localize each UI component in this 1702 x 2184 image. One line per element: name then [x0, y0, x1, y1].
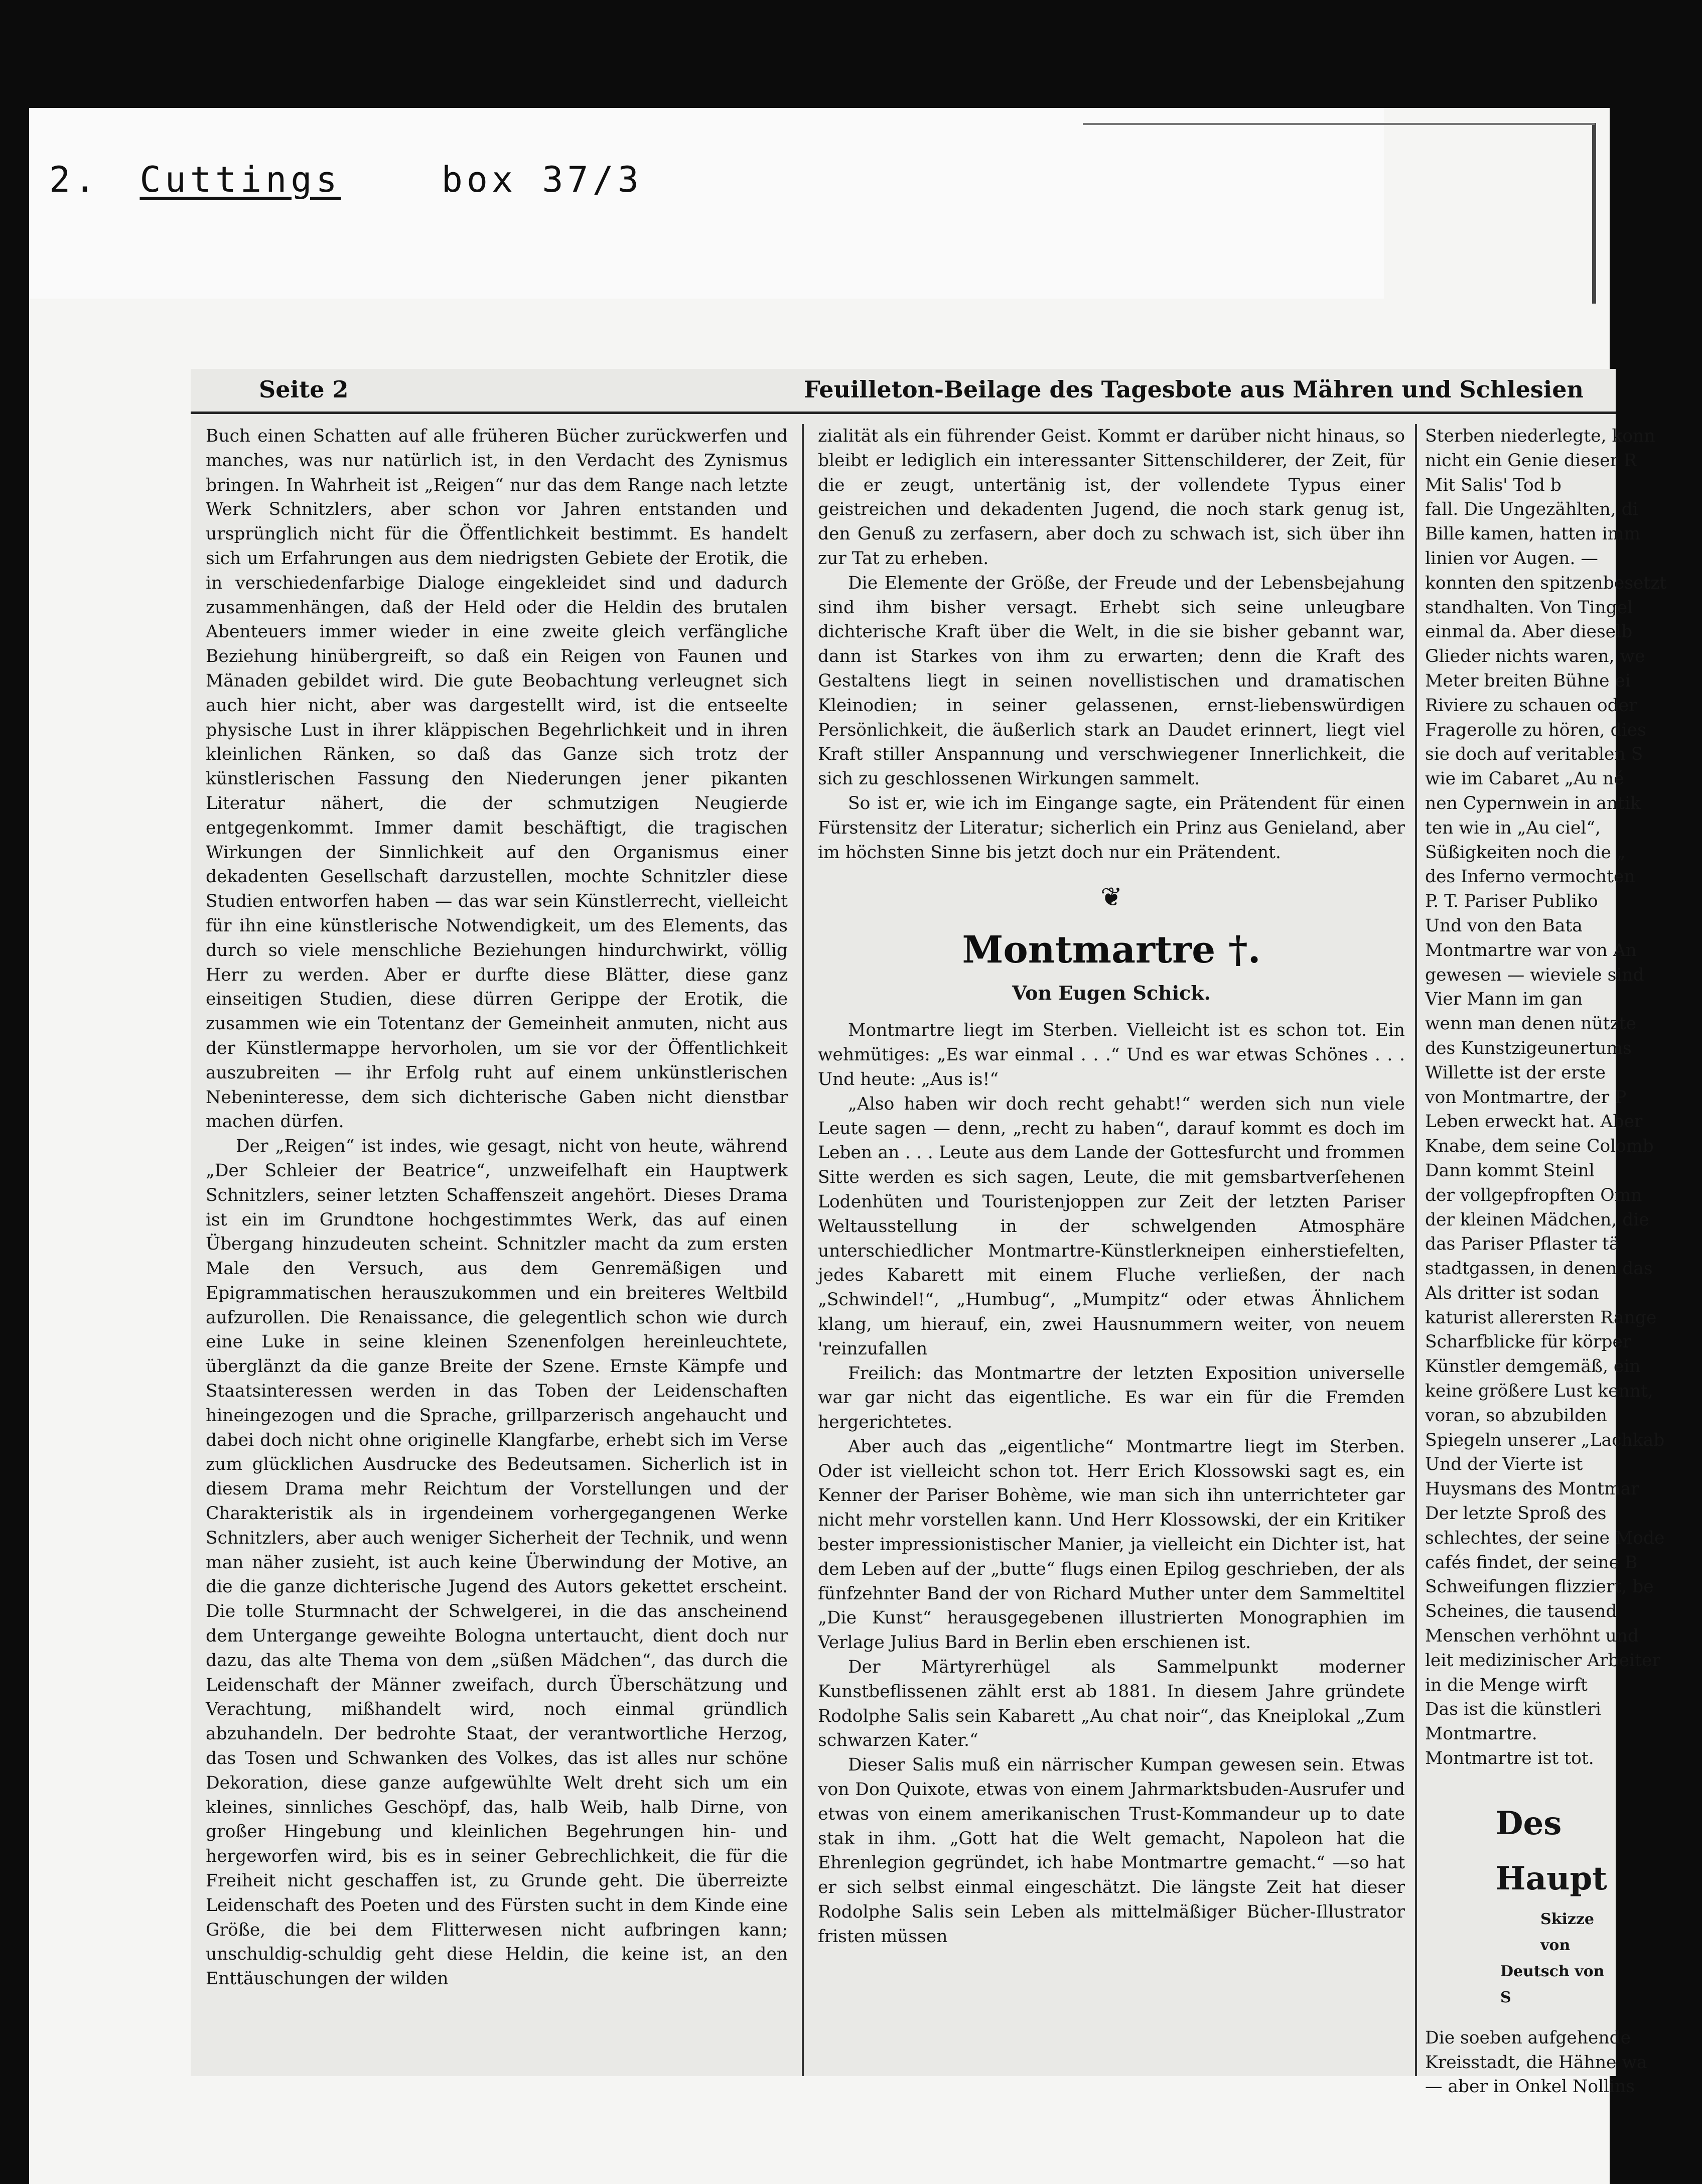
column-3-line: Dann kommt Steinl: [1425, 1160, 1595, 1181]
column-3-line: standhalten. Von Tingel: [1425, 597, 1633, 618]
column-3-line: nicht ein Genie dieser R: [1425, 450, 1637, 471]
article-paragraph: Dieser Salis muß ein närrischer Kumpan gewesen sein. Etwas von Don Quixote, etwas von einem Jahrmarktsbuden-Ausrufer und etwas von einem amerikanischen Trust-Kommandeur up to date stak in ihm. „Gott hat die Welt gemacht, Napoleon hat die Ehrenlegion gegründet, ich habe Montmartre gemacht.“ —so hat er sich selbst einmal eingeschätzt. Die längste Zeit hat dieser Rodolphe Salis sein Leben als mittelmäßiger Bücher-Illustrator fristen müssen: [818, 1755, 1405, 1947]
column-3-line: schlechtes, der seine Mode: [1425, 1528, 1665, 1548]
column-3-line: der kleinen Mädchen, die: [1425, 1209, 1649, 1230]
column-3-line: des Inferno vermochten: [1425, 867, 1635, 887]
column-3-line: Künstler demgemäß, ein: [1425, 1356, 1641, 1377]
column-3-line: Meter breiten Bühne ei: [1425, 670, 1631, 691]
column-3-line: Glieder nichts waren, we: [1425, 646, 1645, 667]
column-3-line: konnten den spitzenbesetzt: [1425, 573, 1667, 593]
column-3-line: keine größere Lust kennt,: [1425, 1381, 1653, 1402]
column-3-line: linien vor Augen. —: [1425, 548, 1598, 569]
column-3-text: [1425, 424, 1667, 1771]
column-3-line: katurist allerersten Range: [1425, 1307, 1657, 1328]
column-2-paragraph: zialität als ein führender Geist. Kommt er darüber nicht hinaus, so bleibt er lediglich ein interessanter Sittenschilderer, der Zeit, für die er zeugt, untertänig ist, der vollendete Typus einer geistreichen und dekadenten Jugend, die noch stark genug ist, den Genuß zu zerfasern, aber doch zu schwach ist, sich über ihn zur Tat zu erheben.: [818, 426, 1405, 569]
column-3-line: sie doch auf veritablen S: [1425, 744, 1643, 765]
column-3-line: leit medizinischer Arbeiter: [1425, 1650, 1660, 1671]
ornament-icon: ❦: [1100, 882, 1122, 913]
column-3-line: des Kunstzigeunertums: [1425, 1038, 1632, 1058]
column-3-line: Als dritter ist sodan: [1425, 1283, 1599, 1303]
column-3-line: Scharfblicke für körper: [1425, 1332, 1631, 1352]
archive-box: box 37/3: [441, 159, 643, 200]
column-3-line: Willette ist der erste: [1425, 1062, 1606, 1083]
column-3-line: Bille kamen, hatten imm: [1425, 524, 1641, 544]
column-3-line: fall. Die Ungezählten, di: [1425, 499, 1638, 520]
article-paragraph: Der Märtyrerhügel als Sammelpunkt moderner Kunstbeflissenen zählt erst ab 1881. In diesem Jahre gründete Rodolphe Salis sein Kabarett „Au chat noir“, das Kneiplokal „Zum schwarzen Kater.“: [818, 1657, 1405, 1751]
column-3-line: Fragerolle zu hören, dies: [1425, 720, 1646, 740]
column-2-paragraph: So ist er, wie ich im Eingange sagte, ein Prätendent für einen Fürstensitz der Literatur; sicherlich ein Prinz aus Genieland, aber im höchsten Sinne bis jetzt doch nur ein Prätendent.: [818, 793, 1405, 863]
column-3-line: Huysmans des Montmar: [1425, 1479, 1639, 1499]
page-number: Seite 2: [259, 376, 349, 403]
column-3-line: Mit Salis' Tod b: [1425, 475, 1562, 495]
column-divider: [1415, 424, 1417, 2076]
column-1-paragraph: Buch einen Schatten auf alle früheren Bücher zurückwerfen und manches, was nur natürlich ist, in den Verdacht des Zynismus bringen. In Wahrheit ist „Reigen“ nur das dem Range nach letzte Werk Schnitzlers, aber schon vor Jahren entstanden und ursprünglich nicht für die Öffentlichkeit bestimmt. Es handelt sich um Erfahrungen aus dem niedrigsten Gebiete der Erotik, die in verschiedenfarbige Dialoge eingekleidet sind und dadurch zusammenhängen, daß der Held oder die Heldin des brutalen Abenteuers immer wieder in eine zweite gleich verfängliche Beziehung hinübergreift, so daß ein Reigen von Faunen und Mänaden gebildet wird. Die gute Beobachtung verleugnet sich auch hier nicht, aber was dargestellt wird, ist die entseelte physische Lust in ihrer kläppischen Begehrlichkeit und in ihren kleinlichen Ränken, so daß das Ganze sich trotz der künstlerischen Fassung den Niederungen jener pikanten Literatur nähert, die der schmutzigen Neugierde entgegenkommt. Immer damit beschäftigt, die tragischen Wirkungen der Sinnlichkeit auf den Organismus einer dekadenten Gesellschaft darzustellen, mochte Schnitzler diese Studien entworfen haben — das war sein Künstlerrecht, vielleicht für ihn eine künstlerische Notwendigkeit, um des Elements, das durch so viele menschliche Beziehungen hindurchwirkt, völlig Herr zu werden. Aber er durfte diese Blätter, diese ganz einseitigen Studien, diese dürren Gerippe der Erotik, die zusammen wie ein Totentanz der Gemeinheit anmuten, nicht aus der Künstlermappe hervorholen, um sie vor der Öffentlichkeit auszubreiten — ihr Erfolg ruht auf einem unkünstlerischen Nebeninteresse, dem sich dichterische Gaben nicht dienstbar machen dürfen.: [206, 426, 788, 1132]
article-paragraph: Montmartre liegt im Sterben. Vielleicht ist es schon tot. Ein wehmütiges: „Es war einmal . . .“ Und es war etwas Schönes . . . Und heute: „Aus is!“: [818, 1020, 1405, 1089]
next-article-subtitle: Skizze von: [1540, 1910, 1595, 1954]
column-1-paragraph: Der „Reigen“ ist indes, wie gesagt, nicht von heute, während „Der Schleier der Beatrice“, unzweifelhaft ein Hauptwerk Schnitzlers, seiner letzten Schaffenszeit angehört. Dieses Drama ist ein im Grundtone hochgestimmtes Werk, das auf einen Übergang hinzudeuten scheint. Schnitzler macht da zum ersten Male den Versuch, aus dem Genremäßigen und Epigrammatischen herauszukommen und ein breiteres Weltbild aufzurollen. Die Renaissance, die gelegentlich schon wie durch eine Luke in seine kleinen Szenenfolgen hereinleuchtete, überglänzt da die ganze Breite der Szene. Ernste Kämpfe und Staatsinteressen werden in das Toben der Leidenschaften hineingezogen und die Sprache, grillparzerisch angehaucht und dabei doch nicht ohne originelle Klangfarbe, erhebt sich im Verse zum glücklichen Ausdrucke des Bedeutsamen. Sicherlich ist in diesem Drama mehr Reichtum der Vorstellungen und der Charakteristik als in irgendeinem vorhergegangenen Werke Schnitzlers, aber auch weniger Sicherheit der Technik, und wenn man näher zusieht, ist auch keine Überwindung der Motive, an die die ganze dichterische Jugend des Autors gekettet erscheint. Die tolle Sturmnacht der Schwelgerei, in die das anscheinend dem Untergange geweihte Bologna untertaucht, dient doch nur dazu, das alte Thema von dem „süßen Mädchen“, das durch die Leidenschaft der Männer zweifach, durch Überschätzung und Verachtung, mißhandelt wird, noch einmal gründlich abzuhandeln. Der bedrohte Staat, der verantwortliche Herzog, das Tosen und Schwanken des Volkes, das ist alles nur schöne Dekoration, diese ganze aufgewühlte Welt dreht sich um ein kleines, sinnliches Geschöpf, das, halb Weib, halb Dirne, von großer Hingebung und kleinlichen Begehrungen hin- und hergeworfen wird, bis es in seiner Gebrechlichkeit, die für die Freiheit nicht geschaffen ist, zu Grunde geht. Die überreizte Leidenschaft des Poeten und des Fürsten sucht in dem Kinde eine Größe, die bei dem Flitterwesen nicht aufbringen kann; unschuldig-schuldig geht diese Heldin, die keine ist, an den Enttäuschungen der wilden: [206, 1136, 788, 1989]
column-1: [206, 424, 788, 2075]
archive-label-strip: [29, 108, 1384, 299]
column-3-line: cafés findet, der seine B: [1425, 1552, 1638, 1573]
article-paragraph: „Also haben wir doch recht gehabt!“ werden sich nun viele Leute sagen — denn, „recht zu haben“, darauf kommt es doch im Leben an . . . Leute aus dem Lande der Gottesfurcht und frommen Sitte werden es sich sagen, Leute, die mit gemsbartverſehenen Lodenhüten und Touristenjoppen zur Zeit der letzten Pariser Weltausstellung in der schwelgenden Atmosphäre unterschiedlicher Montmartre-Künstlerkneipen einherstiefelten, jedes Kabarett mit einem Fluche verließen, der nach „Schwindel!“, „Humbug“, „Mumpitz“ oder etwas Ähnlichem klang, um hierauf, ein, zwei Hausnummern weiter, von neuem 'reinzufallen: [818, 1094, 1405, 1359]
tape-edge-top: [1083, 123, 1595, 125]
column-3-line: wie im Cabaret „Au né: [1425, 769, 1624, 789]
next-article-title: Des Haupt: [1495, 1804, 1607, 1897]
next-article-text: [1425, 2026, 1647, 2099]
column-3-line: Schweifungen flizziert, be: [1425, 1577, 1654, 1597]
column-3-line: — aber in Onkel Nollins: [1425, 2077, 1635, 2097]
column-2-paragraph: Die Elemente der Größe, der Freude und der Lebensbejahung sind ihm bisher versagt. Erhebt sich seine unleugbare dichterische Kraft über die Welt, in die sie bisher gebannt war, dann ist Starkes von ihm zu erwarten; denn die Kraft des Gestaltens liegt in seinen novellistischen und dramatischen Kleinodien; in seiner gelassenen, ernst-liebenswürdigen Persönlichkeit, die äußerlich stark an Daudet erinnert, liegt viel Kraft stiller Anspannung und verschwiegener Innerlichkeit, die sich zu geschlossenen Wirkungen sammelt.: [818, 573, 1405, 789]
archive-number: 2.: [49, 159, 100, 200]
header-rule: [191, 412, 1616, 414]
article-title: Montmartre †.: [962, 928, 1261, 972]
column-3-line: Leben erweckt hat. Aber: [1425, 1112, 1643, 1132]
column-3-line: ten wie in „Au ciel“,: [1425, 817, 1601, 838]
column-3-line: Kreisstadt, die Hähne wa: [1425, 2052, 1647, 2073]
tape-edge: [1592, 123, 1596, 304]
column-3-line: gewesen — wieviele sind: [1425, 965, 1644, 985]
column-3-line: voran, so abzubilden: [1425, 1405, 1607, 1426]
column-3-line: der vollgepfropften Omn: [1425, 1185, 1642, 1205]
column-3-line: Montmartre war von An: [1425, 940, 1637, 961]
column-3-line: P. T. Pariser Publiko: [1425, 891, 1598, 912]
archive-label: [49, 159, 643, 200]
column-3-line: Menschen verhöhnt und: [1425, 1626, 1639, 1647]
column-3-line: stadtgassen, in denen das: [1425, 1259, 1653, 1279]
column-3-line: Das ist die künstleri: [1425, 1699, 1601, 1720]
column-3-line: Montmartre.: [1425, 1724, 1537, 1744]
column-3-line: Die soeben aufgehende: [1425, 2027, 1631, 2048]
column-divider: [802, 424, 804, 2076]
next-article-translator: Deutsch von S: [1500, 1962, 1605, 2006]
column-3-line: Scheines, die tausend: [1425, 1601, 1617, 1622]
column-3-line: Und von den Bata: [1425, 915, 1583, 936]
article-paragraph: Freilich: das Montmartre der letzten Exposition universelle war gar nicht das eigentliche. Es war ein für die Fremden hergerichtetes.: [818, 1363, 1405, 1433]
supplement-title: Feuilleton-Beilage des Tagesbote aus Mähren und Schlesien: [804, 376, 1584, 403]
article-paragraph: Aber auch das „eigentliche“ Montmartre liegt im Sterben. Oder ist vielleicht schon tot. Herr Erich Klossowski sagt es, ein Kenner der Pariser Bohème, wie man sich ihn unterrichteter gar nicht mehr vorstellen kann. Und Herr Klossowski, der ein Kritiker bester impressionistischer Manier, ja vielleicht ein Dichter ist, hat dem Leben auf der „butte“ flugs einen Epilog geschrieben, der als fünfzehnter Band der von Richard Muther unter dem Sammeltitel „Die Kunst“ herausgegebenen illustrierten Monographien im Verlage Julius Bard in Berlin eben erschienen ist.: [818, 1436, 1405, 1653]
column-3-line: Montmartre ist tot.: [1425, 1748, 1594, 1769]
column-3-line: Und der Vierte ist: [1425, 1454, 1583, 1475]
column-3-line: in die Menge wirft: [1425, 1675, 1588, 1695]
column-3-line: nen Cypernwein in antik: [1425, 793, 1641, 813]
newspaper-clipping: [191, 369, 1667, 2097]
column-3: [1425, 424, 1667, 2097]
article-byline: Von Eugen Schick.: [1012, 982, 1211, 1005]
column-3-line: Süßigkeiten noch die „: [1425, 842, 1626, 863]
column-3-line: von Montmartre, der P: [1425, 1087, 1627, 1108]
archive-series: Cuttings: [139, 159, 341, 200]
running-head: [259, 376, 1584, 406]
column-3-line: Der letzte Sproß des: [1425, 1504, 1607, 1524]
column-3-line: Sterben niederlegte, konn: [1425, 426, 1655, 446]
column-3-line: Vier Mann im gan: [1425, 989, 1583, 1010]
column-3-line: Knabe, dem seine Colomb: [1425, 1136, 1654, 1157]
column-2: [818, 424, 1405, 2075]
column-3-line: einmal da. Aber dieselb: [1425, 622, 1633, 642]
column-3-line: Spiegeln unserer „Lachkab: [1425, 1430, 1665, 1450]
column-3-line: wenn man denen nützte: [1425, 1014, 1636, 1034]
column-3-line: das Pariser Pflaster tä: [1425, 1234, 1620, 1255]
column-3-line: Riviere zu schauen oder: [1425, 695, 1637, 716]
